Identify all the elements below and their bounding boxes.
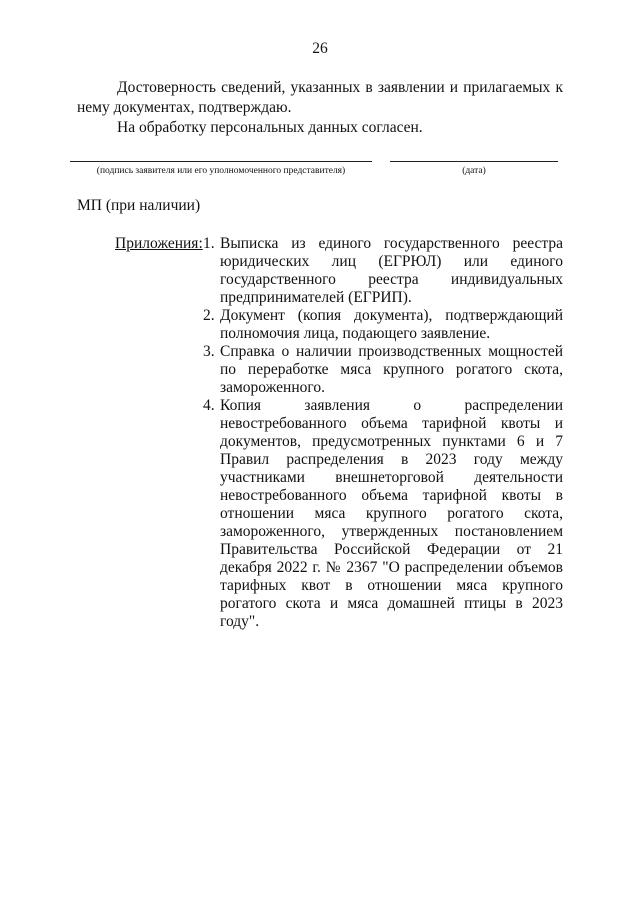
attachment-text: Выписка из единого государственного реестра юридических лиц (ЕГРЮЛ) или единого государственного реестра индивидуальных предпринимателей (ЕГРИП). (220, 235, 563, 306)
attachment-text: Справка о наличии производственных мощностей по переработке мяса крупного рогатого скота, замороженного. (220, 343, 563, 396)
attachment-item (203, 343, 563, 397)
attachment-number: 2. (203, 307, 215, 324)
attachment-number: 4. (203, 397, 215, 414)
attachment-item (203, 397, 563, 631)
signature-line (70, 161, 372, 162)
consent-paragraph: На обработку персональных данных согласен. (117, 119, 423, 136)
stamp-note: МП (при наличии) (77, 197, 201, 214)
date-caption: (дата) (462, 166, 486, 176)
attachments-list (203, 235, 563, 631)
attachment-item (203, 307, 563, 343)
attachment-text: Копия заявления о распределении невостребованного объема тарифной квоты и документов, предусмотренных пунктами 6 и 7 Правил распределения в 2023 году между участниками внешнеторговой деятельности невостребованного объема тарифной квоты в отношении мяса крупного рогатого скота, замороженного, утвержденных постановлением Правительства Российской Федерации от 21 декабря 2022 г. № 2367 "О распределении объемов тарифных квот в отношении мяса крупного рогатого скота и мяса домашней птицы в 2023 году". (220, 397, 563, 630)
attachment-number: 3. (203, 343, 215, 360)
signature-caption: (подпись заявителя или его уполномоченного представителя) (96, 166, 346, 176)
page-number: 26 (312, 40, 328, 57)
attachments-label: Приложения: (115, 235, 203, 252)
date-line (390, 161, 558, 162)
attachment-number: 1. (203, 235, 215, 252)
attachment-item (203, 235, 563, 307)
attachment-text: Документ (копия документа), подтверждающий полномочия лица, подающего заявление. (220, 307, 563, 342)
confirmation-paragraph: Достоверность сведений, указанных в заявлении и прилагаемых к нему документах, подтверждаю. (77, 79, 563, 116)
